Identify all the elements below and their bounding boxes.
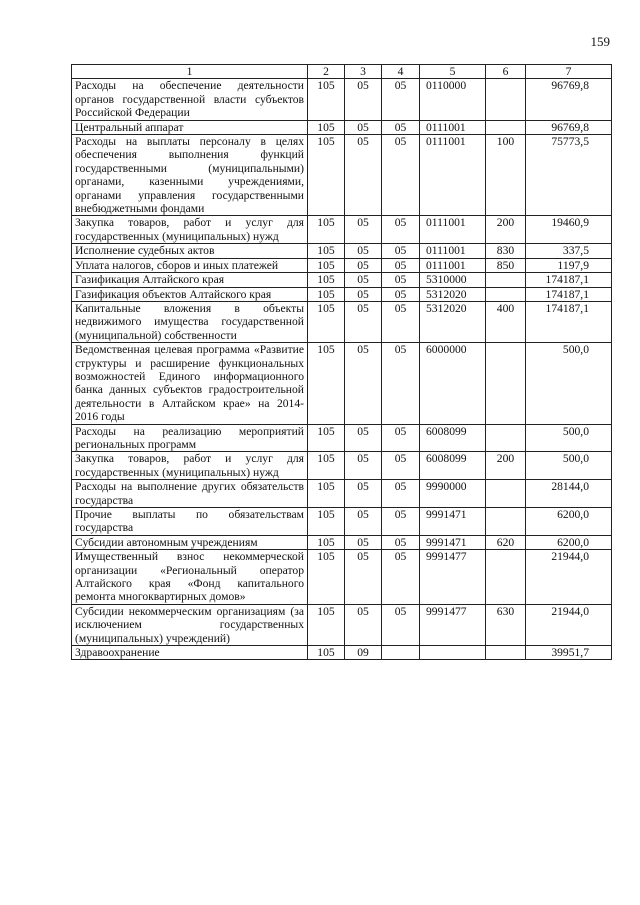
row-amount: 28144,0 xyxy=(526,480,612,508)
row-code-ministry: 105 xyxy=(308,135,345,216)
row-code-expense-type xyxy=(486,480,526,508)
table-row xyxy=(72,604,612,645)
row-name: Газификация объектов Алтайского края xyxy=(72,287,308,301)
row-name: Исполнение судебных актов xyxy=(72,244,308,258)
table-row xyxy=(72,508,612,536)
row-code-section: 05 xyxy=(345,135,382,216)
row-code-section: 05 xyxy=(345,244,382,258)
row-code-section: 05 xyxy=(345,508,382,536)
row-code-target: 6008099 xyxy=(420,424,486,452)
row-code-expense-type: 630 xyxy=(486,604,526,645)
header-cell: 7 xyxy=(526,65,612,79)
row-code-subsection: 05 xyxy=(382,535,420,549)
row-code-ministry: 105 xyxy=(308,646,345,660)
row-code-expense-type: 200 xyxy=(486,452,526,480)
row-code-section: 05 xyxy=(345,79,382,120)
row-amount: 174187,1 xyxy=(526,287,612,301)
table-row xyxy=(72,301,612,342)
row-code-target: 5312020 xyxy=(420,301,486,342)
row-code-ministry: 105 xyxy=(308,508,345,536)
row-code-expense-type xyxy=(486,550,526,605)
table-row xyxy=(72,646,612,660)
row-code-expense-type xyxy=(486,343,526,424)
row-name: Расходы на выплаты персоналу в целях обеспечения выполнения функций государственными (муниципальными) органами, казенными учреждениями, органами управления государственными внебюджетными фондами xyxy=(72,135,308,216)
row-name: Центральный аппарат xyxy=(72,120,308,134)
row-code-expense-type xyxy=(486,424,526,452)
row-amount: 39951,7 xyxy=(526,646,612,660)
row-code-target: 6008099 xyxy=(420,452,486,480)
row-code-ministry: 105 xyxy=(308,604,345,645)
row-code-subsection: 05 xyxy=(382,273,420,287)
table-row xyxy=(72,287,612,301)
row-name: Закупка товаров, работ и услуг для государственных (муниципальных) нужд xyxy=(72,216,308,244)
row-code-expense-type: 830 xyxy=(486,244,526,258)
row-code-section: 05 xyxy=(345,258,382,272)
row-code-subsection: 05 xyxy=(382,480,420,508)
row-code-target: 0110000 xyxy=(420,79,486,120)
row-code-target xyxy=(420,646,486,660)
row-amount: 500,0 xyxy=(526,452,612,480)
row-code-target: 9991477 xyxy=(420,550,486,605)
row-code-ministry: 105 xyxy=(308,258,345,272)
row-code-expense-type xyxy=(486,79,526,120)
row-name: Газификация Алтайского края xyxy=(72,273,308,287)
table-row xyxy=(72,424,612,452)
row-code-ministry: 105 xyxy=(308,287,345,301)
header-cell: 6 xyxy=(486,65,526,79)
row-code-target: 9991477 xyxy=(420,604,486,645)
table-row xyxy=(72,480,612,508)
row-code-ministry: 105 xyxy=(308,120,345,134)
row-code-target: 0111001 xyxy=(420,135,486,216)
row-code-section: 05 xyxy=(345,452,382,480)
row-code-section: 05 xyxy=(345,216,382,244)
row-name: Расходы на обеспечение деятельности органов государственной власти субъектов Российской Федерации xyxy=(72,79,308,120)
row-code-ministry: 105 xyxy=(308,301,345,342)
row-code-subsection: 05 xyxy=(382,424,420,452)
row-amount: 174187,1 xyxy=(526,301,612,342)
row-code-section: 05 xyxy=(345,287,382,301)
row-name: Уплата налогов, сборов и иных платежей xyxy=(72,258,308,272)
row-code-target: 5310000 xyxy=(420,273,486,287)
row-code-expense-type xyxy=(486,273,526,287)
budget-table xyxy=(71,64,612,660)
row-code-expense-type: 400 xyxy=(486,301,526,342)
row-code-subsection: 05 xyxy=(382,604,420,645)
row-code-subsection: 05 xyxy=(382,287,420,301)
row-amount: 1197,9 xyxy=(526,258,612,272)
row-name: Капитальные вложения в объекты недвижимого имущества государственной (муниципальной) собственности xyxy=(72,301,308,342)
row-amount: 21944,0 xyxy=(526,550,612,605)
row-code-target: 0111001 xyxy=(420,258,486,272)
row-name: Расходы на выполнение других обязательств государства xyxy=(72,480,308,508)
row-code-section: 05 xyxy=(345,480,382,508)
row-code-target: 5312020 xyxy=(420,287,486,301)
row-code-target: 0111001 xyxy=(420,216,486,244)
row-amount: 6200,0 xyxy=(526,508,612,536)
header-cell: 1 xyxy=(72,65,308,79)
row-name: Прочие выплаты по обязательствам государства xyxy=(72,508,308,536)
row-code-subsection: 05 xyxy=(382,244,420,258)
row-code-ministry: 105 xyxy=(308,216,345,244)
row-code-section: 05 xyxy=(345,535,382,549)
table-row xyxy=(72,550,612,605)
table-row xyxy=(72,120,612,134)
header-cell: 3 xyxy=(345,65,382,79)
row-code-section: 05 xyxy=(345,424,382,452)
table-row xyxy=(72,135,612,216)
table-row xyxy=(72,273,612,287)
header-cell: 4 xyxy=(382,65,420,79)
row-name: Субсидии автономным учреждениям xyxy=(72,535,308,549)
header-cell: 2 xyxy=(308,65,345,79)
row-code-section: 09 xyxy=(345,646,382,660)
row-code-ministry: 105 xyxy=(308,273,345,287)
row-code-section: 05 xyxy=(345,273,382,287)
row-amount: 19460,9 xyxy=(526,216,612,244)
row-amount: 500,0 xyxy=(526,424,612,452)
row-code-subsection: 05 xyxy=(382,452,420,480)
table-row xyxy=(72,258,612,272)
row-code-expense-type xyxy=(486,646,526,660)
row-code-section: 05 xyxy=(345,550,382,605)
row-code-expense-type xyxy=(486,287,526,301)
row-code-ministry: 105 xyxy=(308,535,345,549)
row-code-ministry: 105 xyxy=(308,550,345,605)
row-code-target: 9990000 xyxy=(420,480,486,508)
row-code-subsection: 05 xyxy=(382,343,420,424)
row-amount: 337,5 xyxy=(526,244,612,258)
row-name: Расходы на реализацию мероприятий региональных программ xyxy=(72,424,308,452)
row-code-subsection xyxy=(382,646,420,660)
row-code-ministry: 105 xyxy=(308,343,345,424)
row-code-target: 9991471 xyxy=(420,508,486,536)
row-code-section: 05 xyxy=(345,604,382,645)
row-name: Имущественный взнос некоммерческой организации «Региональный оператор Алтайского края «Фонд капитального ремонта многоквартирных домов» xyxy=(72,550,308,605)
row-code-ministry: 105 xyxy=(308,424,345,452)
table-row xyxy=(72,343,612,424)
row-code-subsection: 05 xyxy=(382,79,420,120)
table-row xyxy=(72,244,612,258)
row-code-subsection: 05 xyxy=(382,508,420,536)
row-code-subsection: 05 xyxy=(382,301,420,342)
row-code-section: 05 xyxy=(345,343,382,424)
row-code-subsection: 05 xyxy=(382,216,420,244)
page-number: 159 xyxy=(590,34,610,49)
row-code-ministry: 105 xyxy=(308,244,345,258)
header-cell: 5 xyxy=(420,65,486,79)
row-amount: 96769,8 xyxy=(526,120,612,134)
table-row xyxy=(72,216,612,244)
row-code-subsection: 05 xyxy=(382,550,420,605)
table-header-row xyxy=(72,65,612,79)
row-code-target: 0111001 xyxy=(420,244,486,258)
row-name: Субсидии некоммерческим организациям (за исключением государственных (муниципальных) учреждений) xyxy=(72,604,308,645)
row-code-expense-type: 620 xyxy=(486,535,526,549)
row-name: Здравоохранение xyxy=(72,646,308,660)
row-code-target: 9991471 xyxy=(420,535,486,549)
row-amount: 6200,0 xyxy=(526,535,612,549)
row-amount: 174187,1 xyxy=(526,273,612,287)
row-code-expense-type xyxy=(486,508,526,536)
row-code-ministry: 105 xyxy=(308,452,345,480)
table-row xyxy=(72,79,612,120)
row-code-expense-type: 100 xyxy=(486,135,526,216)
row-code-ministry: 105 xyxy=(308,480,345,508)
row-code-ministry: 105 xyxy=(308,79,345,120)
row-amount: 500,0 xyxy=(526,343,612,424)
table-row xyxy=(72,452,612,480)
row-code-section: 05 xyxy=(345,301,382,342)
row-code-subsection: 05 xyxy=(382,258,420,272)
row-name: Ведомственная целевая программа «Развитие структуры и расширение функциональных возможностей Единого информационного банка данных субъектов градостроительной деятельности в Алтайском крае» на 2014-2016 годы xyxy=(72,343,308,424)
row-code-expense-type: 850 xyxy=(486,258,526,272)
row-code-target: 6000000 xyxy=(420,343,486,424)
row-amount: 21944,0 xyxy=(526,604,612,645)
row-code-subsection: 05 xyxy=(382,120,420,134)
row-name: Закупка товаров, работ и услуг для государственных (муниципальных) нужд xyxy=(72,452,308,480)
row-code-target: 0111001 xyxy=(420,120,486,134)
row-amount: 96769,8 xyxy=(526,79,612,120)
row-amount: 75773,5 xyxy=(526,135,612,216)
row-code-expense-type: 200 xyxy=(486,216,526,244)
row-code-section: 05 xyxy=(345,120,382,134)
table-row xyxy=(72,535,612,549)
row-code-expense-type xyxy=(486,120,526,134)
row-code-subsection: 05 xyxy=(382,135,420,216)
